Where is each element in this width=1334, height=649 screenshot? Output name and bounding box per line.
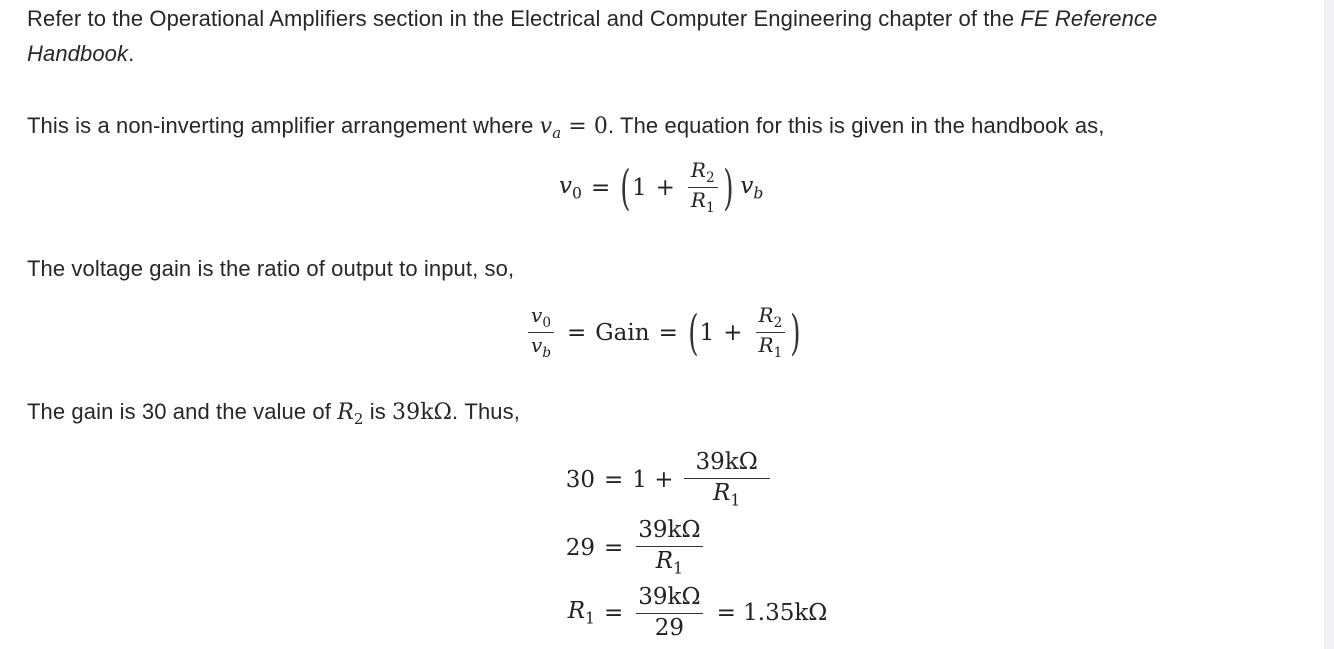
- eq2-right-paren: ): [790, 304, 801, 361]
- step-2-lhs: 29: [565, 534, 595, 561]
- eq2-r-den: R: [758, 333, 774, 358]
- step-1-num: 39kΩ: [684, 450, 770, 479]
- eq1-fraction: [688, 160, 718, 215]
- eq1-den-sub: 1: [705, 199, 715, 216]
- eq2-left-paren: (: [688, 304, 699, 361]
- eq2-one: 1: [699, 319, 715, 346]
- step-3-lhs: R: [567, 597, 586, 624]
- eq2-fraction-r: [756, 305, 786, 360]
- step-2-den-sub: 1: [673, 558, 684, 578]
- step-3-equals: =: [604, 599, 624, 626]
- arrangement-text: This is a non-inverting amplifier arrangement where: [27, 113, 540, 138]
- eq2-den-sub: b: [542, 344, 552, 361]
- eq2-r-den-sub: 1: [773, 344, 783, 361]
- step-3-result: = 1.35kΩ: [716, 599, 828, 626]
- eq1-lhs: v: [559, 172, 572, 199]
- intro-paragraph-line-2: [27, 36, 134, 71]
- step-2-den: R: [655, 548, 674, 575]
- values-text: The gain is 30 and the value of: [27, 399, 338, 424]
- step-2-num: 39kΩ: [636, 518, 702, 547]
- eq1-equals: =: [590, 174, 611, 201]
- va-variable: v: [539, 114, 553, 139]
- equation-output-voltage: [559, 160, 763, 215]
- intro-period: .: [128, 41, 135, 66]
- eq1-num-sub: 2: [705, 169, 715, 186]
- gain-paragraph: [27, 251, 514, 286]
- eq2-equals-2: =: [658, 319, 678, 346]
- handbook-title-part-1: FE Reference: [1020, 6, 1158, 31]
- step-1-fraction: [684, 450, 770, 509]
- step-3-num: 39kΩ: [636, 585, 702, 614]
- eq1-rhs: v: [740, 172, 754, 199]
- eq1-lhs-sub: 0: [572, 183, 582, 203]
- step-1-den: R: [713, 480, 731, 507]
- left-paren: (: [620, 159, 631, 216]
- intro-text: Refer to the Operational Amplifiers section in the Electrical and Computer Engineering chapter of the: [27, 6, 1021, 31]
- values-paragraph: [27, 394, 520, 437]
- r2-subscript: 2: [353, 410, 364, 429]
- step-3-fraction: [636, 585, 702, 640]
- values-text-end: . Thus,: [451, 399, 520, 424]
- step-1-den-sub: 1: [730, 490, 741, 510]
- eq2-r-num-sub: 2: [773, 314, 783, 331]
- step-2: [537, 518, 707, 577]
- handbook-title-part-2: Handbook: [27, 41, 129, 66]
- step-1-equals: =: [604, 466, 624, 493]
- eq1-plus: +: [655, 174, 675, 201]
- step-2-equals: =: [604, 534, 624, 561]
- eq1-rhs-sub: b: [753, 183, 764, 203]
- step-3-lhs-sub: 1: [585, 608, 595, 628]
- values-text-mid: is: [363, 399, 393, 424]
- step-3-den: 29: [654, 615, 685, 642]
- step-1-lhs: 30: [565, 466, 595, 493]
- eq2-den: v: [531, 333, 543, 358]
- eq2-plus: +: [723, 319, 743, 346]
- arrangement-paragraph: [27, 108, 1104, 151]
- eq1-num: R: [690, 158, 706, 182]
- arrangement-text-end: . The equation for this is given in the handbook as,: [608, 113, 1105, 138]
- va-subscript: a: [552, 124, 562, 143]
- step-1-prefix: 1 +: [632, 466, 674, 493]
- intro-paragraph: [27, 1, 1157, 36]
- r2-value: 39kΩ: [392, 400, 452, 425]
- equation-gain: [524, 305, 802, 360]
- eq2-equals-1: =: [567, 319, 587, 346]
- r2-variable: R: [337, 400, 354, 425]
- step-3: [537, 585, 827, 640]
- gain-text: The voltage gain is the ratio of output to input, so,: [27, 256, 515, 281]
- right-paren: ): [722, 159, 734, 216]
- eq1-one: 1: [631, 174, 647, 201]
- eq2-r-num: R: [758, 303, 774, 327]
- scrollbar-track[interactable]: [1324, 0, 1334, 649]
- eq2-num-sub: 0: [542, 314, 551, 331]
- eq2-gain: Gain: [595, 319, 650, 346]
- eq2-fraction-vo-vb: [528, 305, 554, 360]
- step-2-fraction: [636, 518, 702, 577]
- eq1-den: R: [690, 188, 706, 213]
- va-value: = 0: [561, 114, 609, 139]
- step-1: [537, 450, 774, 509]
- eq2-num: v: [531, 303, 543, 327]
